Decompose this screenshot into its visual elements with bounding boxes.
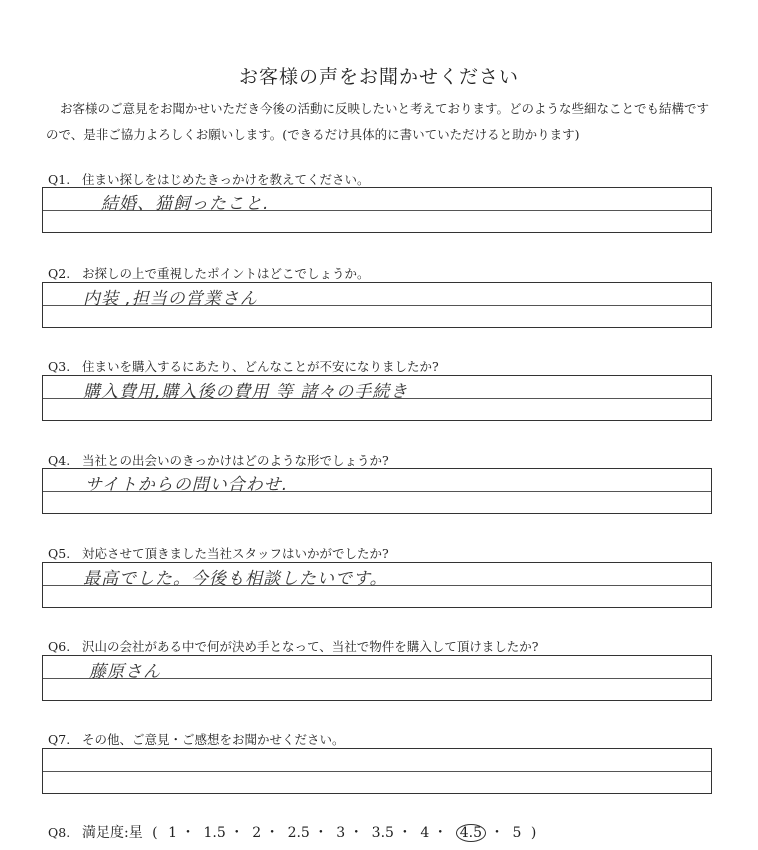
- rating-option: 1.5: [203, 825, 226, 841]
- rating-option: 3.5: [371, 825, 394, 841]
- answer-box-7: [42, 748, 712, 794]
- question-text: 対応させて頂きました当社スタッフはいかがでしたか?: [82, 546, 389, 561]
- form-intro: お客様のご意見をお聞かせいただき今後の活動に反映したいと考えております。どのような些細なことでも結構ですので、是非ご協力よろしくお願いします。(できるだけ具体的に書いていただけると助かります): [46, 101, 710, 142]
- answer-box-5: [42, 562, 712, 608]
- question-number: Q5.: [48, 546, 71, 561]
- rating-label: 満足度:星: [82, 825, 143, 841]
- rating-option: 1: [168, 825, 178, 841]
- question-text: 住まいを購入するにあたり、どんなことが不安になりましたか?: [82, 359, 439, 374]
- question-3: [48, 357, 439, 375]
- rating-option: 4: [420, 825, 430, 841]
- question-1: [48, 170, 370, 188]
- rating-option: 5: [512, 825, 522, 841]
- question-5: [48, 544, 389, 562]
- answer-box-3: [42, 375, 712, 421]
- question-number: Q8.: [48, 825, 71, 840]
- question-text: 沢山の会社がある中で何が決め手となって、当社で物件を購入して頂けましたか?: [82, 639, 539, 654]
- answer-box-1: [42, 187, 712, 233]
- handwritten-answer: 購入費用,購入後の費用 等 諸々の手続き: [83, 382, 409, 402]
- rating-option: 3: [336, 825, 346, 841]
- question-7: [48, 730, 345, 748]
- question-number: Q6.: [48, 639, 71, 654]
- rating-option: 2: [252, 825, 262, 841]
- handwritten-answer: 結婚、猫飼ったこと.: [101, 194, 270, 214]
- question-2: [48, 264, 370, 282]
- question-number: Q2.: [48, 266, 71, 281]
- satisfaction-rating: Q8. 満足度:星 ( 1 ・ 1.5 ・ 2 ・ 2.5 ・ 3 ・ 3.5 ・ 4 ・ 4.5 ・ 5 ): [48, 825, 538, 841]
- question-text: 住まい探しをはじめたきっかけを教えてください。: [82, 172, 370, 187]
- handwritten-answer: 内装 ,担当の営業さん: [83, 289, 258, 309]
- handwritten-answer: 最高でした。今後も相談したいです。: [83, 569, 388, 589]
- question-text: その他、ご意見・ご感想をお聞かせください。: [82, 732, 345, 747]
- question-6: [48, 637, 538, 655]
- question-4: [48, 451, 389, 469]
- rating-option-selected: 4.5: [456, 824, 486, 842]
- question-number: Q3.: [48, 359, 71, 374]
- answer-box-4: [42, 468, 712, 514]
- question-number: Q4.: [48, 453, 71, 468]
- handwritten-answer: サイトからの問い合わせ.: [85, 475, 289, 495]
- answer-box-2: [42, 282, 712, 328]
- handwritten-answer: 藤原さん: [89, 662, 161, 682]
- rating-option: 2.5: [287, 825, 310, 841]
- form-title: お客様の声をお聞かせください: [238, 66, 519, 88]
- answer-box-6: [42, 655, 712, 701]
- question-text: お探しの上で重視したポイントはどこでしょうか。: [82, 266, 370, 281]
- question-number: Q1.: [48, 172, 71, 187]
- rating-open-paren: (: [152, 825, 159, 841]
- question-number: Q7.: [48, 732, 71, 747]
- question-text: 当社との出会いのきっかけはどのような形でしょうか?: [82, 453, 389, 468]
- rating-close-paren: ): [530, 825, 538, 841]
